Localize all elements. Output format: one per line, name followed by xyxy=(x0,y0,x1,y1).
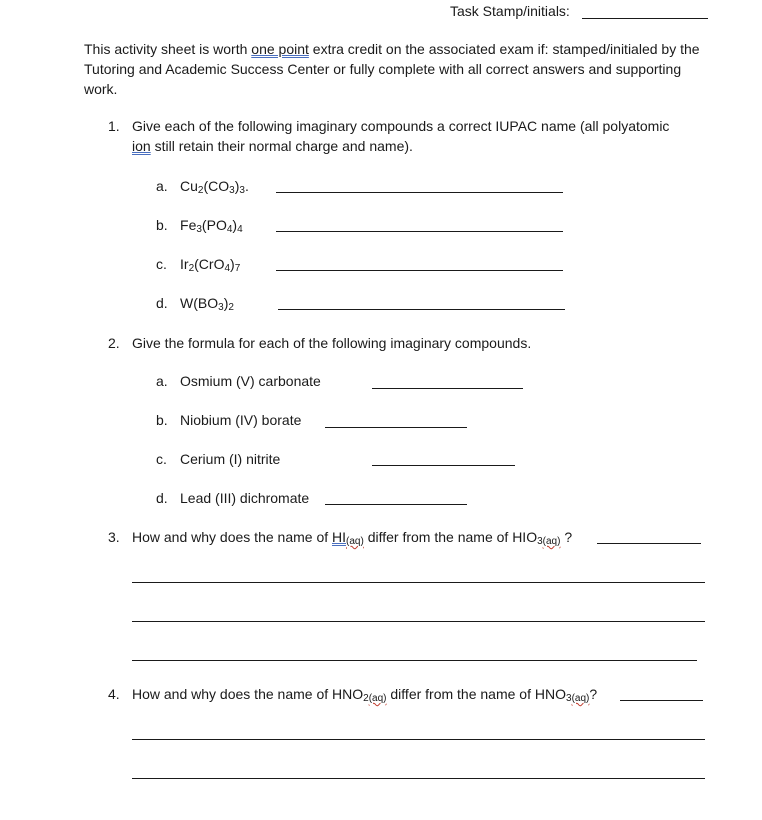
q2-number: 2. xyxy=(108,335,120,351)
q3-answer-line-1[interactable] xyxy=(132,582,705,583)
q2-item-c-answer-line[interactable] xyxy=(372,465,515,466)
q3-state-aq-1: (aq) xyxy=(346,536,364,547)
q4-answer-line-2[interactable] xyxy=(132,778,705,779)
q1-item-d-answer-line[interactable] xyxy=(278,309,565,310)
q2-item-d-answer-line[interactable] xyxy=(325,504,467,505)
q2-item-d-letter: d. xyxy=(156,490,168,506)
q2-item-c-name: Cerium (I) nitrite xyxy=(180,451,281,467)
q1-item-b-letter: b. xyxy=(156,217,168,233)
q1-item-c-formula: $Ir_2(CrO_4)_7$ xyxy=(180,256,241,274)
q1-item-d-formula: $W(BO_3)_2$ xyxy=(180,295,234,313)
q2-item-b-letter: b. xyxy=(156,412,168,428)
stamp-label: Task Stamp/initials: xyxy=(450,3,570,19)
q1-text-line1: Give each of the following imaginary compounds a correct IUPAC name (all polyatomic xyxy=(132,118,670,134)
q1-item-b-answer-line[interactable] xyxy=(276,231,563,232)
q3-compound-hio: HIO xyxy=(512,529,538,545)
q3-answer-line-2[interactable] xyxy=(132,621,705,622)
q2-item-b-name: Niobium (IV) borate xyxy=(180,412,302,428)
q1-item-a-formula: $Cu_2(CO_3)_3$. xyxy=(180,178,249,196)
q2-item-b-answer-line[interactable] xyxy=(325,427,467,428)
q2-item-c-letter: c. xyxy=(156,451,167,467)
q3-answer-line-3[interactable] xyxy=(132,660,697,661)
q1-text-line2 xyxy=(132,138,413,154)
q2-item-a-name: Osmium (V) carbonate xyxy=(180,373,321,389)
q4-compound-hno2: HNO xyxy=(332,686,364,702)
q3-number: 3. xyxy=(108,529,120,545)
q2-text: Give the formula for each of the following imaginary compounds. xyxy=(132,335,532,351)
q4-compound-hno3: HNO xyxy=(534,686,566,702)
q1-item-a-letter: a. xyxy=(156,178,168,194)
q2-item-a-answer-line[interactable] xyxy=(372,388,523,389)
q3-text xyxy=(132,529,572,547)
q1-item-a-answer-line[interactable] xyxy=(276,192,563,193)
q4-answer-line-inline[interactable] xyxy=(620,700,703,701)
q4-compound-hno3-subscript: 3 xyxy=(566,693,572,704)
q4-text-start: How and why does the name of xyxy=(132,686,333,702)
q1-text-tail: still retain their normal charge and name). xyxy=(150,138,413,154)
q1-item-d-letter: d. xyxy=(156,295,168,311)
q3-compound-hio-subscript: 3 xyxy=(537,536,543,547)
q1-ion-word: ion xyxy=(132,138,151,154)
q4-state-aq-1: (aq) xyxy=(368,693,387,704)
q1-item-b-formula: $Fe_3(PO_4)_4$ xyxy=(180,217,243,235)
q4-answer-line-1[interactable] xyxy=(132,739,705,740)
intro-text-end: extra credit on the associated exam if: stamped/initialed by the Tutoring and Academic Success Center or fully complete with all correct answers and supporting work. xyxy=(84,41,700,97)
q4-text-end: ? xyxy=(589,686,598,702)
q3-state-aq-2: (aq) xyxy=(542,536,561,547)
q4-number: 4. xyxy=(108,686,120,702)
q3-text-start: How and why does the name of xyxy=(132,529,333,545)
intro-highlight: one point xyxy=(251,41,309,57)
q2-item-d-name: Lead (III) dichromate xyxy=(180,490,310,506)
q4-text-middle: differ from the name of xyxy=(386,686,535,702)
q3-compound-hi: HI xyxy=(332,529,347,545)
q3-answer-line-inline[interactable] xyxy=(597,543,701,544)
q1-number: 1. xyxy=(108,118,120,134)
q4-text xyxy=(132,686,597,704)
q1-item-c-letter: c. xyxy=(156,256,167,272)
intro-text-start: This activity sheet is worth xyxy=(84,41,252,57)
q4-compound-hno2-subscript: 2 xyxy=(363,693,369,704)
stamp-input-line[interactable] xyxy=(582,18,708,19)
intro-paragraph xyxy=(84,39,704,99)
q4-state-aq-2: (aq) xyxy=(571,693,590,704)
q3-text-end: ? xyxy=(560,529,573,545)
q1-item-c-answer-line[interactable] xyxy=(276,270,563,271)
q2-item-a-letter: a. xyxy=(156,373,168,389)
q3-text-middle: differ from the name of xyxy=(363,529,513,545)
